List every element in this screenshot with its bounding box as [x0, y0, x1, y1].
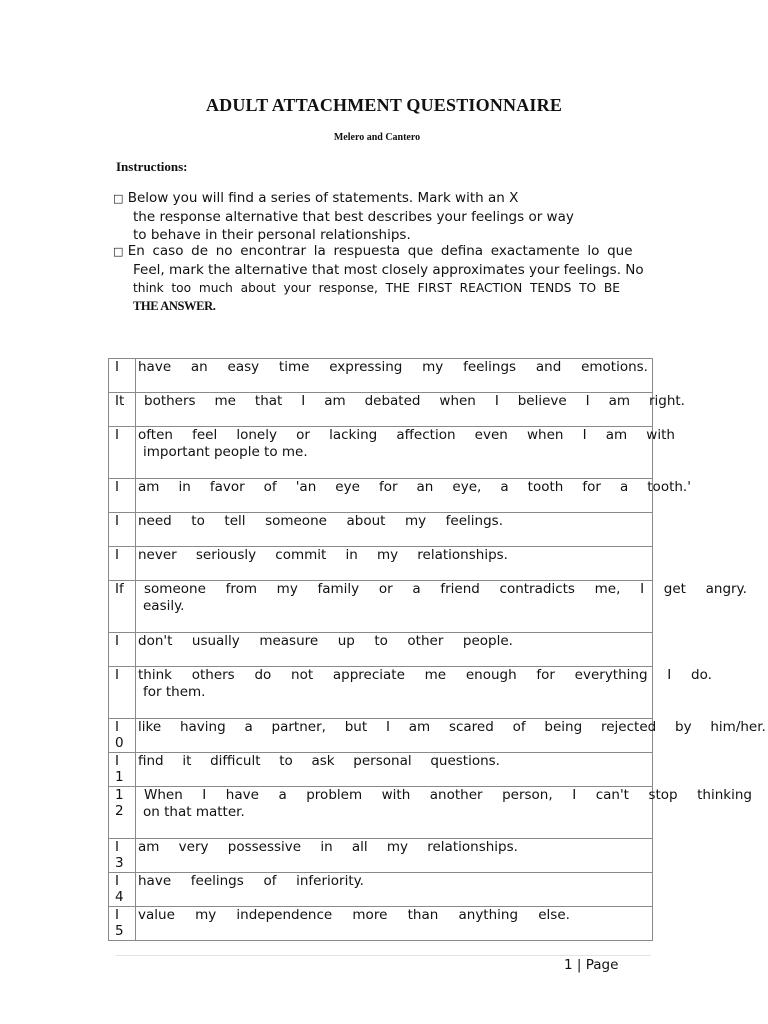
bullet-2-line-3: think too much about your response, THE FIRST REACTION TENDS TO BE	[133, 281, 620, 295]
item-response-cell[interactable]	[136, 787, 752, 839]
item-number: I	[109, 427, 136, 479]
item-statement-continued: on that matter.	[143, 804, 245, 820]
document-authors: Melero and Cantero	[333, 132, 421, 143]
questionnaire-row	[109, 513, 653, 547]
item-response-cell[interactable]	[136, 633, 653, 667]
item-statement: value my independence more than anything else.	[138, 907, 570, 923]
item-response-cell[interactable]	[136, 479, 691, 513]
questionnaire-table	[108, 358, 766, 941]
item-statement: bothers me that I am debated when I believe I am right.	[144, 393, 685, 409]
questionnaire-row	[109, 907, 653, 941]
item-number: If	[109, 581, 136, 633]
item-statement-continued: important people to me.	[143, 444, 308, 460]
instructions-label: Instructions:	[116, 159, 188, 174]
item-response-cell[interactable]	[136, 581, 747, 633]
item-response-cell[interactable]	[136, 907, 653, 941]
item-number: I	[109, 667, 136, 719]
item-number: I 5	[109, 907, 136, 941]
item-response-cell[interactable]	[136, 513, 653, 547]
item-statement: When I have a problem with another person, I can't stop thinking	[144, 787, 752, 803]
questionnaire-row	[109, 427, 653, 479]
item-statement: think others do not appreciate me enough for everything I do.	[138, 667, 712, 683]
item-statement: have feelings of inferiority.	[138, 873, 364, 889]
item-response-cell[interactable]	[136, 393, 685, 427]
item-number: I	[109, 479, 136, 513]
questionnaire-row	[109, 393, 653, 427]
questionnaire-row	[109, 581, 653, 633]
bullet-1-line-2: the response alternative that best describes your feelings or way	[133, 209, 574, 225]
item-statement: someone from my family or a friend contradicts me, I get angry.	[144, 581, 747, 597]
item-statement-continued: easily.	[143, 598, 185, 614]
item-response-cell[interactable]	[136, 547, 653, 581]
page-number: 1 | Page	[564, 957, 619, 973]
item-number: I	[109, 513, 136, 547]
questionnaire-row	[109, 547, 653, 581]
item-number: I	[109, 359, 136, 393]
item-number: I 1	[109, 753, 136, 787]
item-statement: like having a partner, but I am scared of being rejected by him/her.	[138, 719, 766, 735]
questionnaire-row	[109, 359, 653, 393]
item-number: I	[109, 633, 136, 667]
item-response-cell[interactable]	[136, 839, 653, 873]
questionnaire-row	[109, 667, 653, 719]
bullet-2-line-2: Feel, mark the alternative that most closely approximates your feelings. No	[133, 262, 644, 278]
item-response-cell[interactable]	[136, 873, 653, 907]
item-statement: am in favor of 'an eye for an eye, a tooth for a tooth.'	[138, 479, 691, 495]
item-response-cell[interactable]	[136, 427, 675, 479]
instruction-bullet-2	[113, 242, 644, 315]
questionnaire-row	[109, 873, 653, 907]
item-number: I	[109, 547, 136, 581]
document-title: ADULT ATTACHMENT QUESTIONNAIRE	[205, 95, 563, 115]
questionnaire-row	[109, 633, 653, 667]
item-response-cell[interactable]	[136, 719, 766, 753]
item-statement: am very possessive in all my relationships.	[138, 839, 518, 855]
checkbox-glyph-icon: □	[113, 245, 124, 258]
bullet-1-line-1: Below you will find a series of statements. Mark with an X	[127, 190, 519, 206]
item-number: I 0	[109, 719, 136, 753]
item-response-cell[interactable]	[136, 667, 712, 719]
instruction-bullet-1	[113, 189, 645, 244]
bullet-2-line-1: En caso de no encontrar la respuesta que defina exactamente lo que	[127, 243, 633, 259]
item-number: I 3	[109, 839, 136, 873]
item-statement-continued: for them.	[143, 684, 206, 700]
item-statement: have an easy time expressing my feelings and emotions.	[138, 359, 648, 375]
item-statement: don't usually measure up to other people.	[138, 633, 513, 649]
questionnaire-row	[109, 787, 653, 839]
questionnaire-row	[109, 479, 653, 513]
item-response-cell[interactable]	[136, 359, 653, 393]
footer-divider	[116, 955, 651, 956]
item-response-cell[interactable]	[136, 753, 653, 787]
item-statement: find it difficult to ask personal questions.	[138, 753, 500, 769]
item-statement: need to tell someone about my feelings.	[138, 513, 503, 529]
checkbox-glyph-icon: □	[113, 192, 124, 205]
questionnaire-row	[109, 839, 653, 873]
item-statement: never seriously commit in my relationships.	[138, 547, 508, 563]
item-number: It	[109, 393, 136, 427]
item-number: 1 2	[109, 787, 136, 839]
bullet-1-line-3: to behave in their personal relationships.	[133, 227, 411, 243]
questionnaire-row	[109, 753, 653, 787]
bullet-2-line-4: THE ANSWER.	[133, 299, 216, 313]
item-number: I 4	[109, 873, 136, 907]
item-statement: often feel lonely or lacking affection even when I am with	[138, 427, 675, 443]
questionnaire-row	[109, 719, 653, 753]
